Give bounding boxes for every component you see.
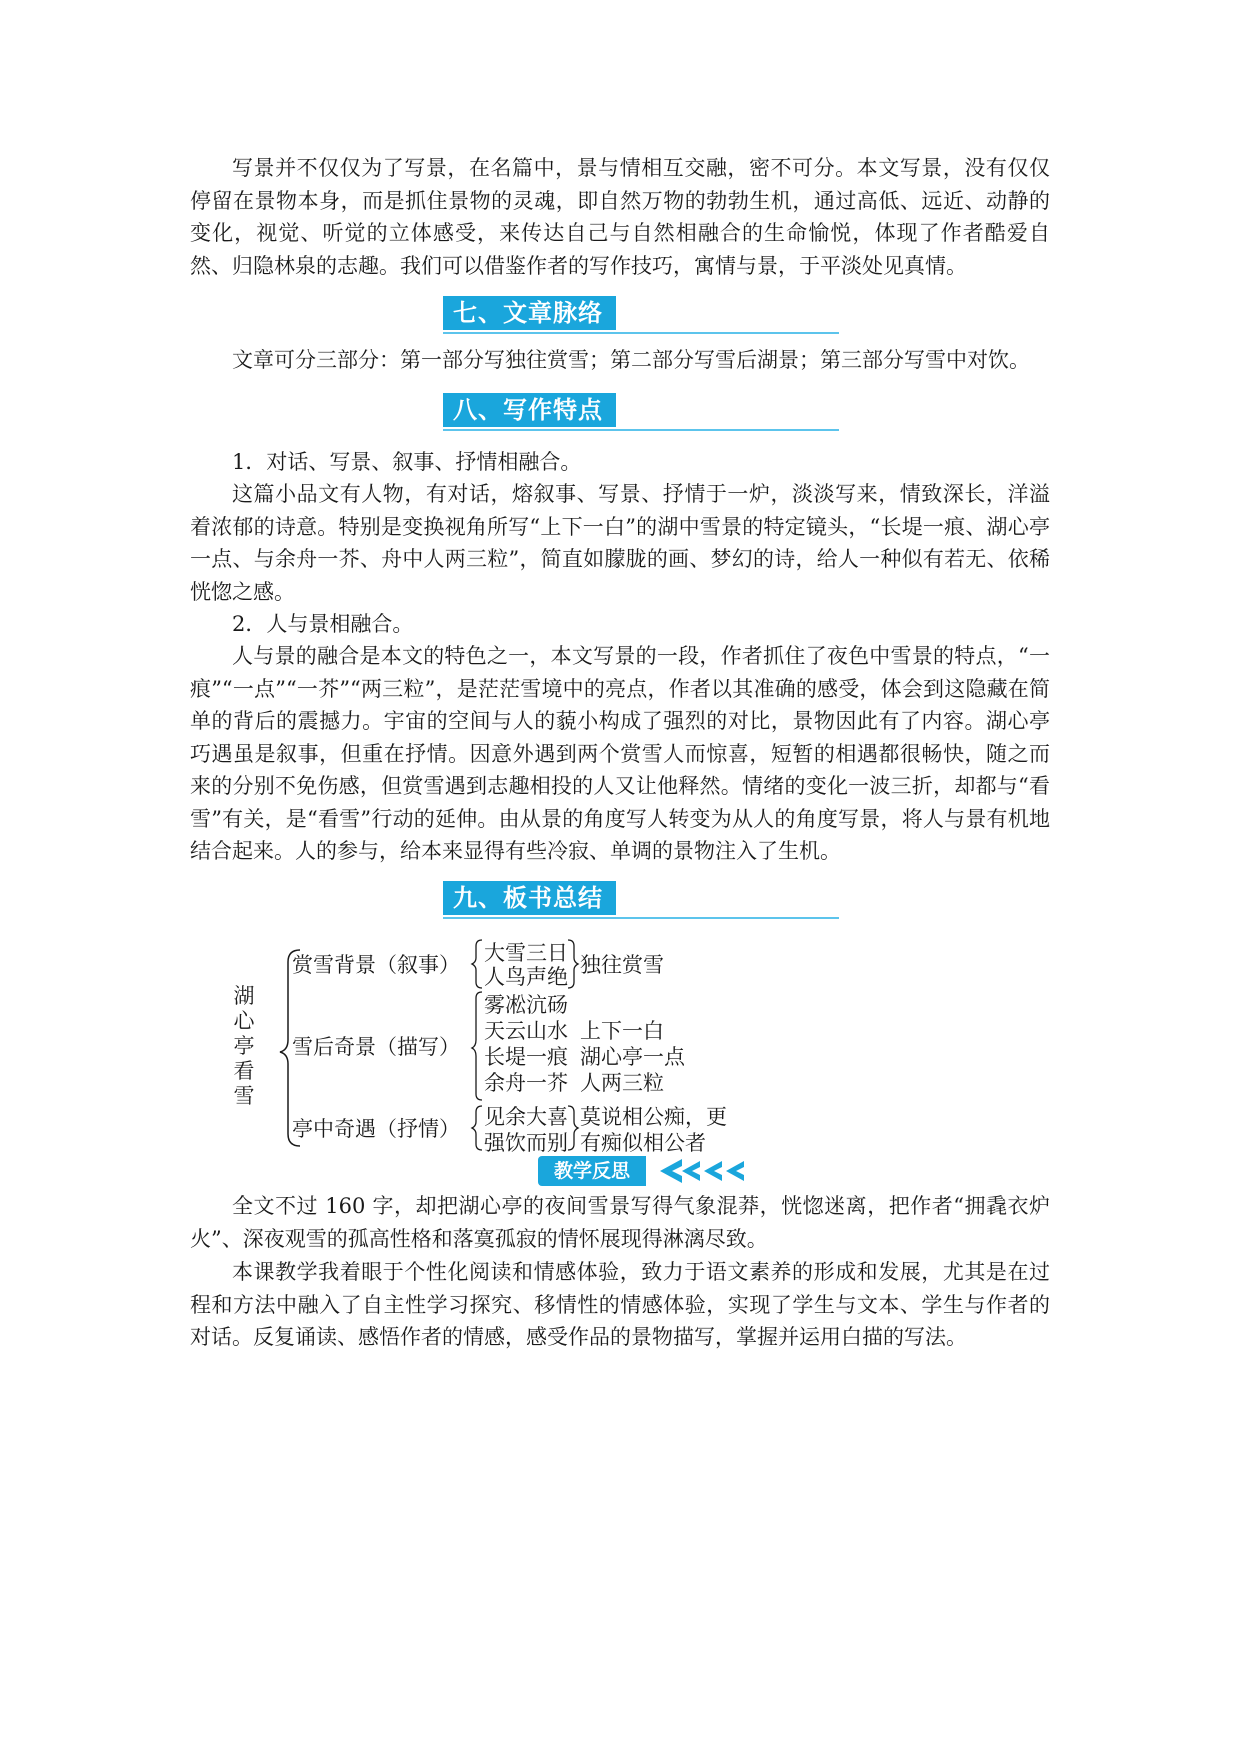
section9-heading: 九、板书总结 [443, 881, 615, 915]
point1-title: 1．对话、写景、叙事、抒情相融合。 [232, 450, 582, 474]
board-branch2: 雪后奇景（描写） [292, 1035, 460, 1059]
board-branch1-item: 大雪三日 [484, 941, 568, 965]
board-branch2-item-right: 湖心亭一点 [580, 1045, 685, 1069]
reflection-para-2: 本课教学我着眼于个性化阅读和情感体验，致力于语文素养的形成和发展，尤其是在过程和方法中融入了自主性学习探究、移情性的情感体验，实现了学生与文本、学生与作者的对话。反复诵读、感悟作者的情感，感受作品的景物描写，掌握并运用白描的写法。 [190, 1260, 1050, 1349]
board-branch3: 亭中奇遇（抒情） [292, 1117, 460, 1141]
intro-paragraph: 写景并不仅仅为了写景，在名篇中，景与情相互交融，密不可分。本文写景，没有仅仅停留在景物本身，而是抓住景物的灵魂，即自然万物的勃勃生机，通过高低、远近、动静的变化，视觉、听觉的立体感受，来传达自己与自然相融合的生命愉悦，体现了作者酷爱自然、归隐林泉的志趣。我们可以借鉴作者的写作技巧，寓情与景，于平淡处见真情。 [190, 156, 1050, 278]
section8-heading: 八、写作特点 [443, 393, 615, 427]
board-branch1: 赏雪背景（叙事） [292, 953, 460, 977]
point2-title: 2．人与景相融合。 [232, 612, 414, 636]
board-branch3-item: 见余大喜 [484, 1105, 568, 1129]
section7-heading: 七、文章脉络 [443, 296, 615, 330]
board-branch2-item-right: 人两三粒 [580, 1071, 664, 1095]
board-branch3-result: 有痴似相公者 [580, 1131, 706, 1155]
board-branch1-item: 人鸟声绝 [484, 965, 568, 989]
chevrons-icon [660, 1156, 760, 1186]
board-branch1-result: 独往赏雪 [580, 953, 664, 977]
reflection-heading: 教学反思 [538, 1156, 646, 1186]
board-branch2-item-right: 上下一白 [580, 1019, 664, 1043]
board-branch2-item: 雾凇沆砀 [484, 993, 568, 1017]
section7-body: 文章可分三部分：第一部分写独往赏雪；第二部分写雪后湖景；第三部分写雪中对饮。 [232, 348, 1030, 372]
point2-body: 人与景的融合是本文的特色之一，本文写景的一段，作者抓住了夜色中雪景的特点，“一痕”“一点”“一芥”“两三粒”，是茫茫雪境中的亮点，作者以其准确的感受，体会到这隐藏在简单的背后的震撼力。宇宙的空间与人的藐小构成了强烈的对比，景物因此有了内容。湖心亭巧遇虽是叙事，但重在抒情。因意外遇到两个赏雪人而惊喜，短暂的相遇都很畅快，随之而来的分别不免伤感，但赏雪遇到志趣相投的人又让他释然。情绪的变化一波三折，却都与“看雪”有关，是“看雪”行动的延伸。由从景的角度写人转变为从人的角度写景，将人与景有机地结合起来。人的参与，给本来显得有些冷寂、单调的景物注入了生机。 [190, 644, 1050, 863]
board-branch3-item: 强饮而别 [484, 1131, 568, 1155]
board-branch2-item: 天云山水 [484, 1019, 568, 1043]
board-branch2-item: 长堤一痕 [484, 1045, 568, 1069]
reflection-para-1: 全文不过 160 字，却把湖心亭的夜间雪景写得气象混莽，恍惚迷离，把作者“拥毳衣炉火”、深夜观雪的孤高性格和落寞孤寂的情怀展现得淋漓尽致。 [190, 1194, 1050, 1251]
board-root: 湖心亭看雪 [233, 984, 255, 1108]
board-branch3-result: 莫说相公痴，更 [580, 1105, 727, 1129]
point1-body: 这篇小品文有人物，有对话，熔叙事、写景、抒情于一炉，淡淡写来，情致深长，洋溢着浓郁的诗意。特别是变换视角所写“上下一白”的湖中雪景的特定镜头，“长堤一痕、湖心亭一点、与余舟一芥、舟中人两三粒”，简直如朦胧的画、梦幻的诗，给人一种似有若无、依稀恍惚之感。 [190, 482, 1050, 604]
board-branch2-item: 余舟一芥 [484, 1071, 568, 1095]
